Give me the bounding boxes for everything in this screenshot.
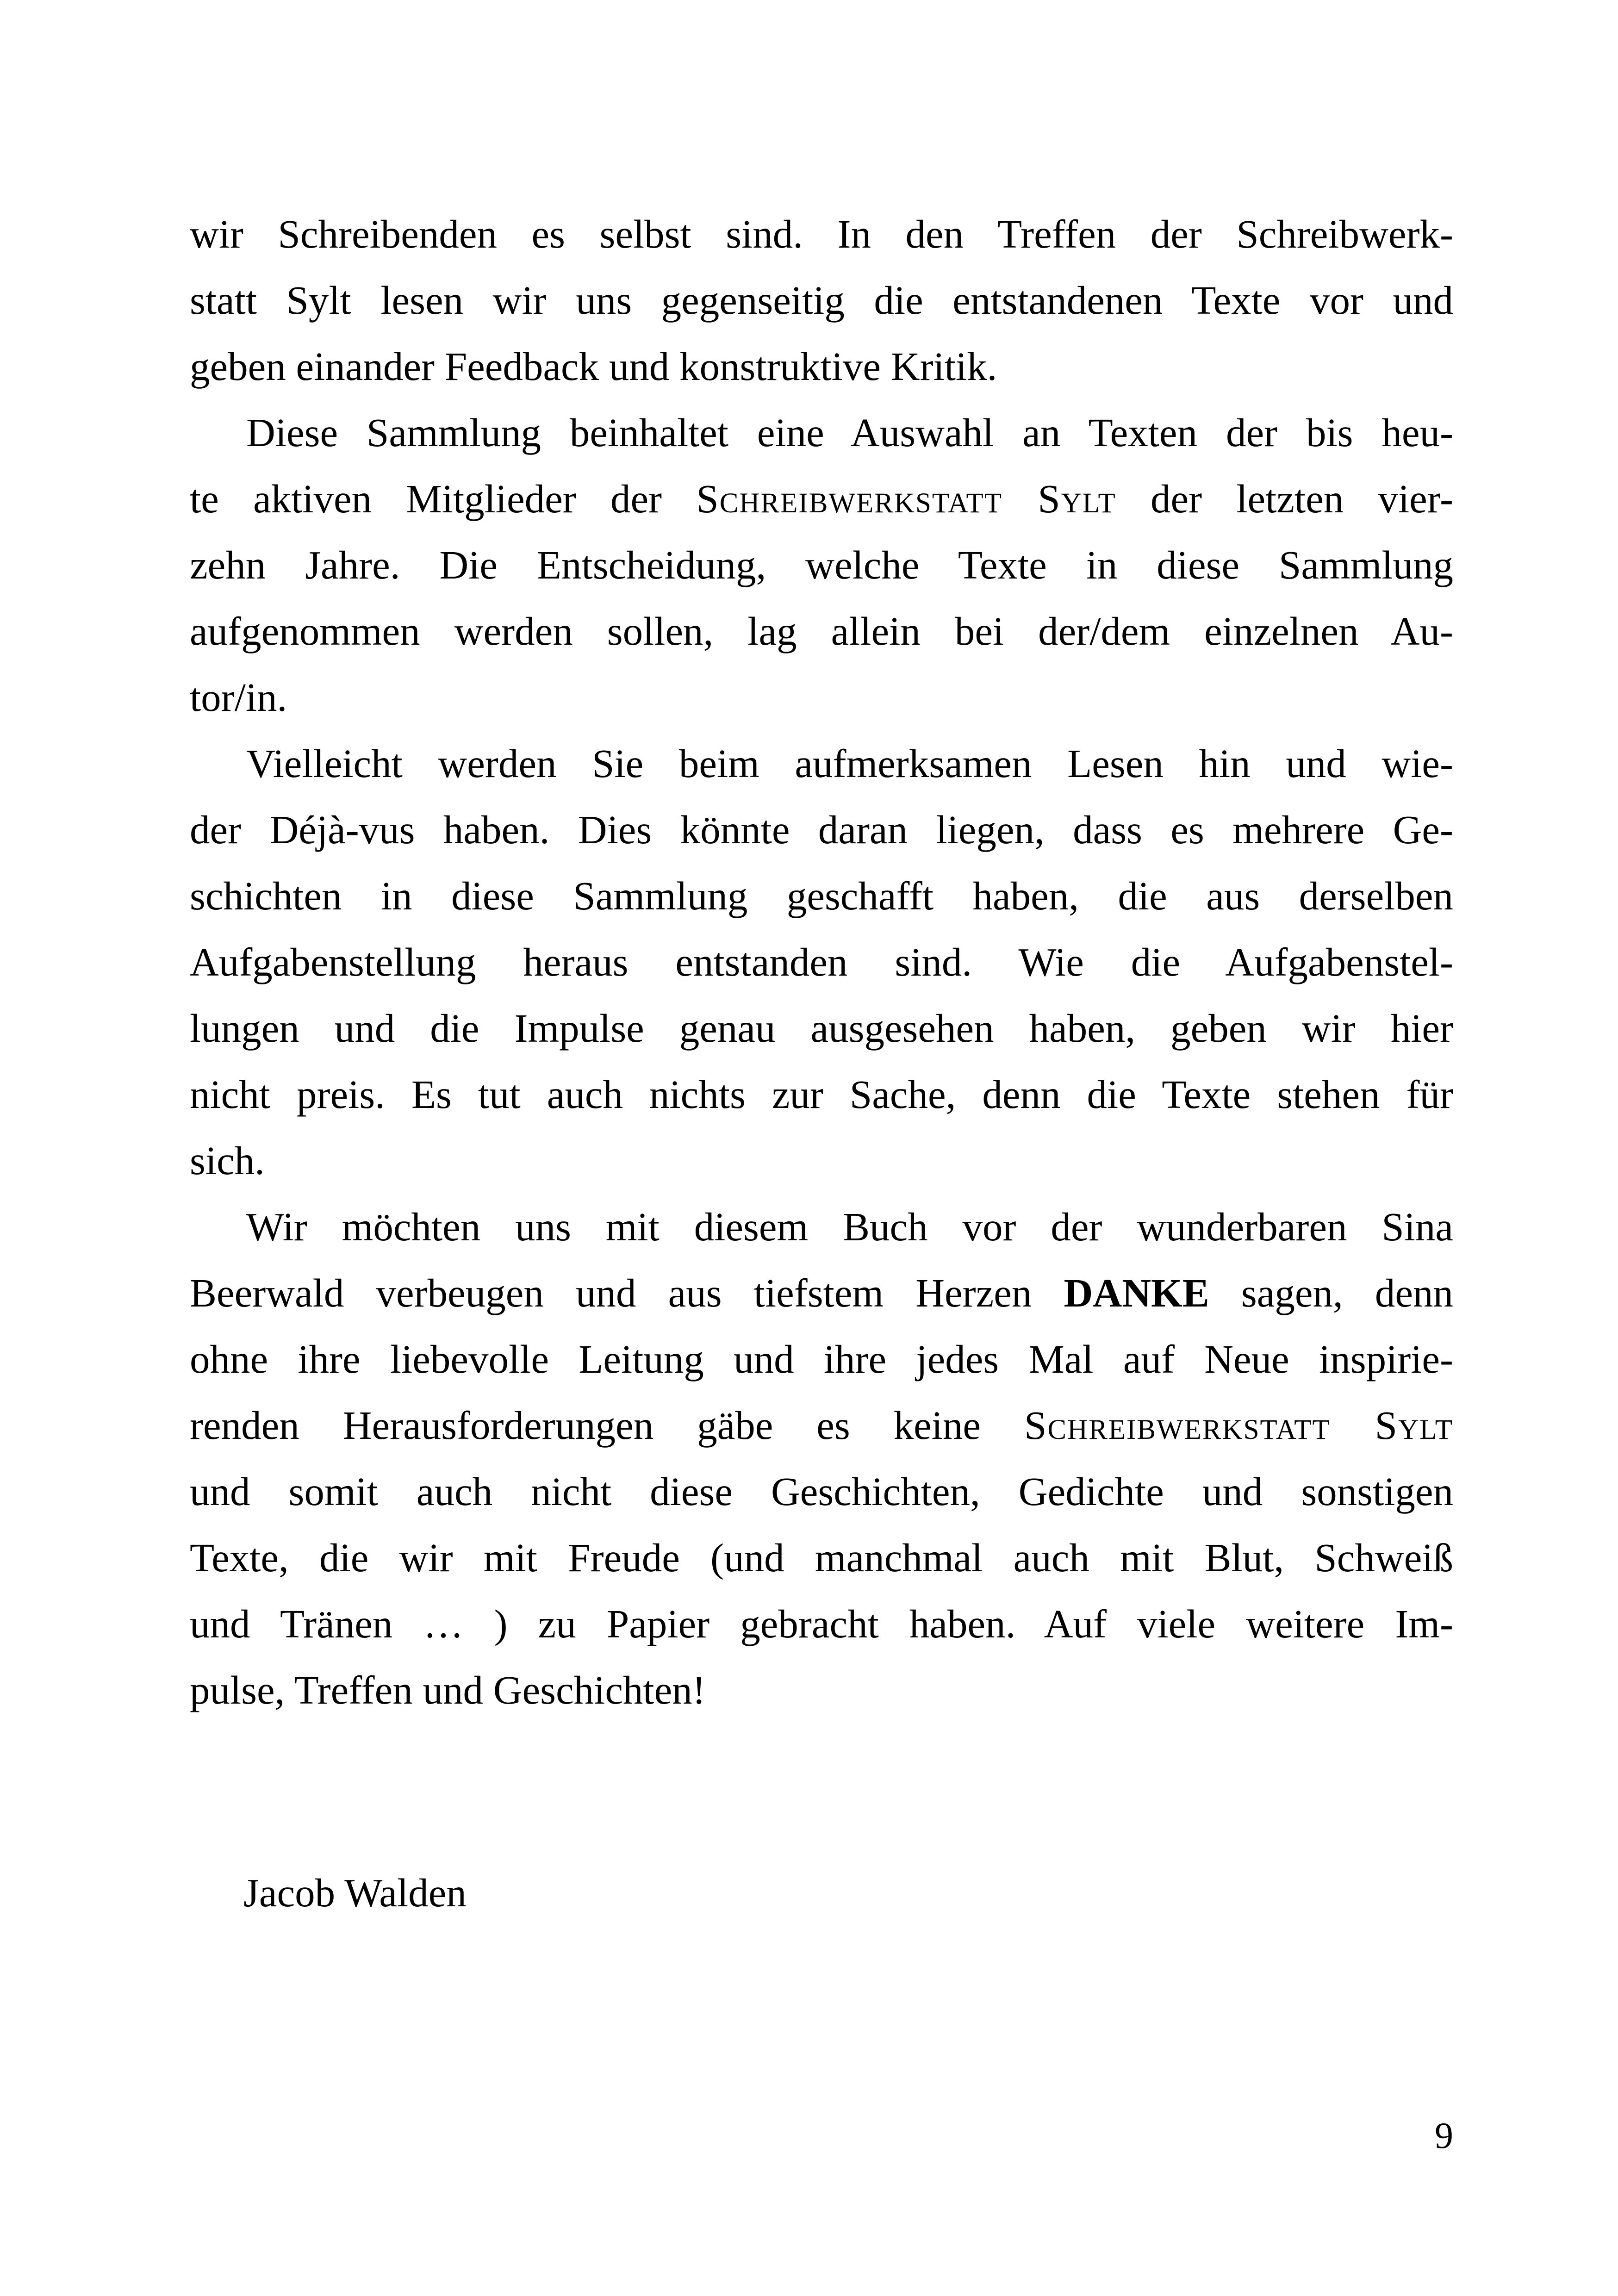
text-segment: ohne ihre liebevolle Leitung und ihre jedes Mal auf Neue inspirie-	[190, 1337, 1453, 1381]
text-segment: zehn Jahre. Die Entscheidung, welche Texte in diese Sammlung	[190, 542, 1453, 587]
text-line	[190, 796, 1453, 863]
text-line	[190, 267, 1453, 333]
text-segment: und somit auch nicht diese Geschichten, Gedichte und sonstigen	[190, 1469, 1453, 1514]
text-line	[190, 1326, 1453, 1392]
text-line	[190, 1194, 1453, 1260]
text-line	[190, 1657, 1453, 1723]
text-segment: und Tränen … ) zu Papier gebracht haben. Auf viele weitere Im-	[190, 1601, 1453, 1646]
text-segment: sagen, denn	[1209, 1270, 1454, 1315]
text-line	[190, 1524, 1453, 1591]
text-segment: Diese Sammlung beinhaltet eine Auswahl an Texten der bis heu-	[246, 410, 1453, 455]
text-segment: wir Schreibenden es selbst sind. In den Treffen der Schreibwerk-	[190, 212, 1453, 256]
text-line	[190, 532, 1453, 598]
text-segment: aufgenommen werden sollen, lag allein bei der/dem einzelnen Au-	[190, 609, 1453, 653]
text-line	[190, 1061, 1453, 1127]
text-segment: statt Sylt lesen wir uns gegenseitig die entstandenen Texte vor und	[190, 278, 1453, 323]
smallcaps-text: Schreibwerkstatt Sylt	[696, 476, 1116, 521]
text-line	[190, 929, 1453, 995]
bold-text: DANKE	[1064, 1270, 1209, 1315]
text-line	[190, 598, 1453, 664]
text-line	[190, 201, 1453, 267]
text-segment: te aktiven Mitglieder der	[190, 476, 697, 521]
smallcaps-text: Schreibwerkstatt Sylt	[1024, 1403, 1453, 1448]
paragraph	[190, 201, 1453, 399]
text-segment: sich.	[190, 1138, 265, 1183]
text-line	[190, 399, 1453, 466]
text-segment: tor/in.	[190, 675, 287, 720]
text-line	[190, 1127, 1453, 1194]
text-segment: Beerwald verbeugen und aus tiefstem Herzen	[190, 1270, 1064, 1315]
text-segment: pulse, Treffen und Geschichten!	[190, 1668, 706, 1712]
text-line	[190, 995, 1453, 1061]
text-segment: Aufgabenstellung heraus entstanden sind. Wie die Aufgabenstel-	[190, 940, 1453, 984]
text-segment: der Déjà-vus haben. Dies könnte daran liegen, dass es mehrere Ge-	[190, 807, 1453, 852]
text-segment: der letzten vier-	[1116, 476, 1453, 521]
paragraphs-container	[190, 201, 1453, 1723]
text-line	[190, 1591, 1453, 1657]
text-line	[190, 1392, 1453, 1458]
signature: Jacob Walden	[243, 1870, 467, 1915]
text-segment: Wir möchten uns mit diesem Buch vor der wunderbaren Sina	[246, 1204, 1453, 1249]
text-line	[190, 863, 1453, 929]
text-segment: nicht preis. Es tut auch nichts zur Sache, denn die Texte stehen für	[190, 1072, 1453, 1117]
text-segment: schichten in diese Sammlung geschafft haben, die aus derselben	[190, 873, 1453, 918]
page-number: 9	[1435, 2116, 1453, 2156]
text-line	[190, 1458, 1453, 1524]
text-block	[190, 201, 1453, 1926]
text-segment: Texte, die wir mit Freude (und manchmal auch mit Blut, Schweiß	[190, 1535, 1453, 1580]
paragraph	[190, 1194, 1453, 1723]
text-line	[190, 466, 1453, 532]
text-line	[190, 664, 1453, 730]
paragraph	[190, 399, 1453, 730]
text-segment: renden Herausforderungen gäbe es keine	[190, 1403, 1024, 1448]
text-segment: Vielleicht werden Sie beim aufmerksamen Lesen hin und wie-	[246, 741, 1453, 786]
text-line	[190, 333, 1453, 399]
text-segment: geben einander Feedback und konstruktive Kritik.	[190, 344, 997, 389]
text-line	[190, 1260, 1453, 1326]
text-segment: lungen und die Impulse genau ausgesehen haben, geben wir hier	[190, 1006, 1453, 1051]
text-line	[190, 730, 1453, 796]
paragraph	[190, 730, 1453, 1194]
